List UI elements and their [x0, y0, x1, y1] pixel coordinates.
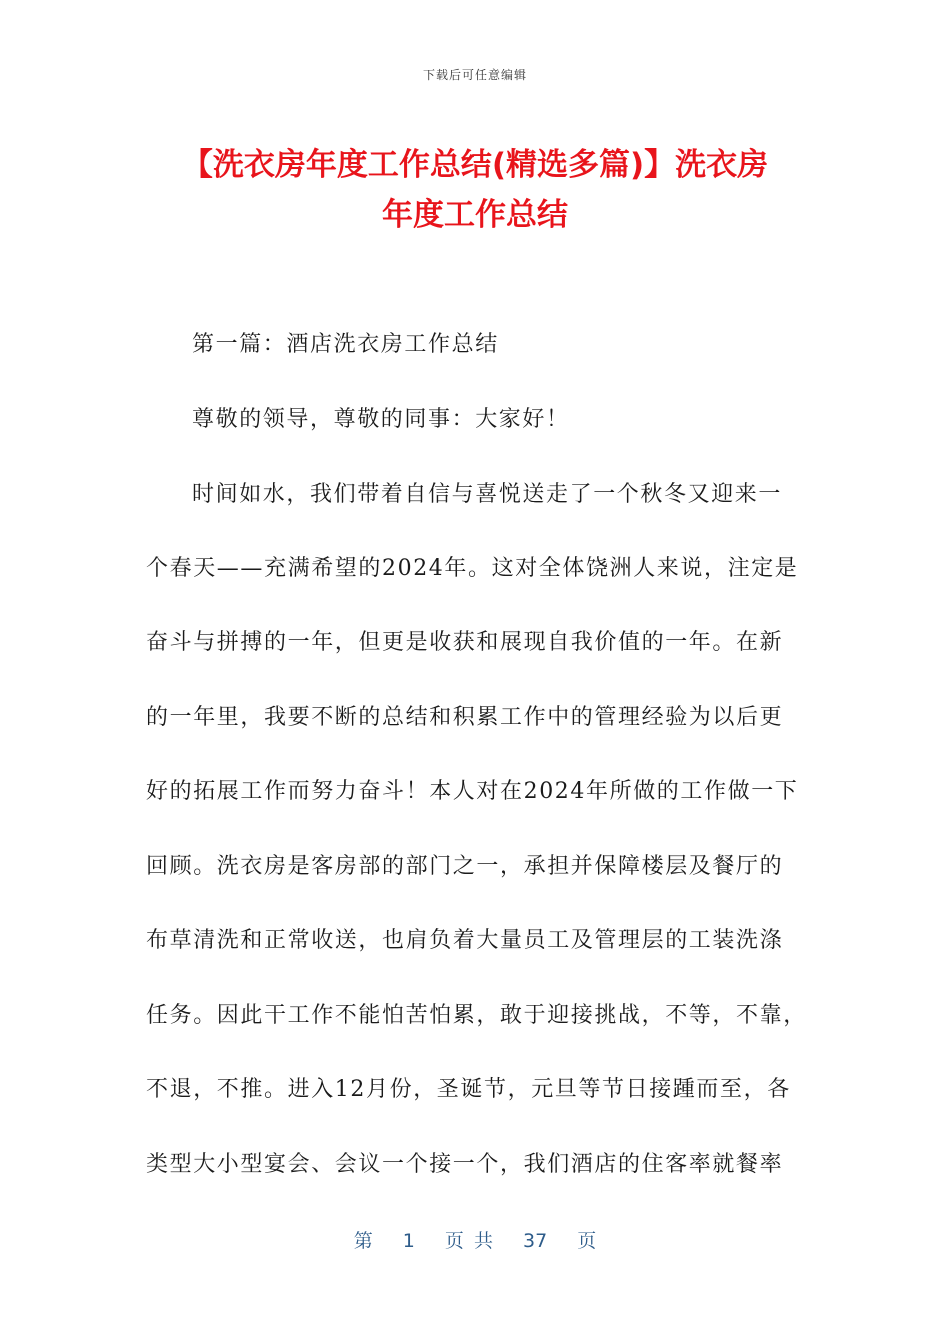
title-line-1: 【洗衣房年度工作总结(精选多篇)】洗衣房 — [181, 147, 769, 183]
document-title — [140, 140, 810, 240]
body-line: 奋斗与拼搏的一年，但更是收获和展现自我价值的一年。在新 — [146, 630, 784, 655]
body-line: 好的拓展工作而努力奋斗！本人对在2024年所做的工作做一下 — [146, 779, 799, 804]
footer-suffix: 页 — [577, 1230, 597, 1252]
salutation: 尊敬的领导，尊敬的同事：大家好！ — [192, 407, 570, 432]
footer-total-pages: 37 — [523, 1230, 548, 1252]
title-line-2: 年度工作总结 — [382, 197, 568, 233]
body-line: 不退，不推。进入12月份，圣诞节，元旦等节日接踵而至，各 — [146, 1077, 791, 1102]
body-line: 回顾。洗衣房是客房部的部门之一，承担并保障楼层及餐厅的 — [146, 854, 784, 879]
body-line: 类型大小型宴会、会议一个接一个，我们酒店的住客率就餐率 — [146, 1152, 784, 1177]
body-line: 个春天——充满希望的2024年。这对全体饶洲人来说，注定是 — [146, 556, 799, 581]
section-heading: 第一篇：酒店洗衣房工作总结 — [192, 332, 499, 357]
header-note: 下载后可任意编辑 — [422, 68, 527, 82]
body-line: 的一年里，我要不断的总结和积累工作中的管理经验为以后更 — [146, 705, 784, 730]
body-line: 时间如水，我们带着自信与喜悦送走了一个秋冬又迎来一 — [192, 482, 783, 507]
body-line: 布草清洗和正常收送，也肩负着大量员工及管理层的工装洗涤 — [146, 928, 784, 953]
footer-prefix: 第 — [353, 1230, 373, 1252]
page-footer — [0, 1226, 950, 1253]
body-line: 任务。因此干工作不能怕苦怕累，敢于迎接挑战，不等，不靠， — [146, 1003, 807, 1028]
footer-middle: 页 共 — [444, 1230, 493, 1252]
footer-current-page: 1 — [402, 1230, 415, 1252]
